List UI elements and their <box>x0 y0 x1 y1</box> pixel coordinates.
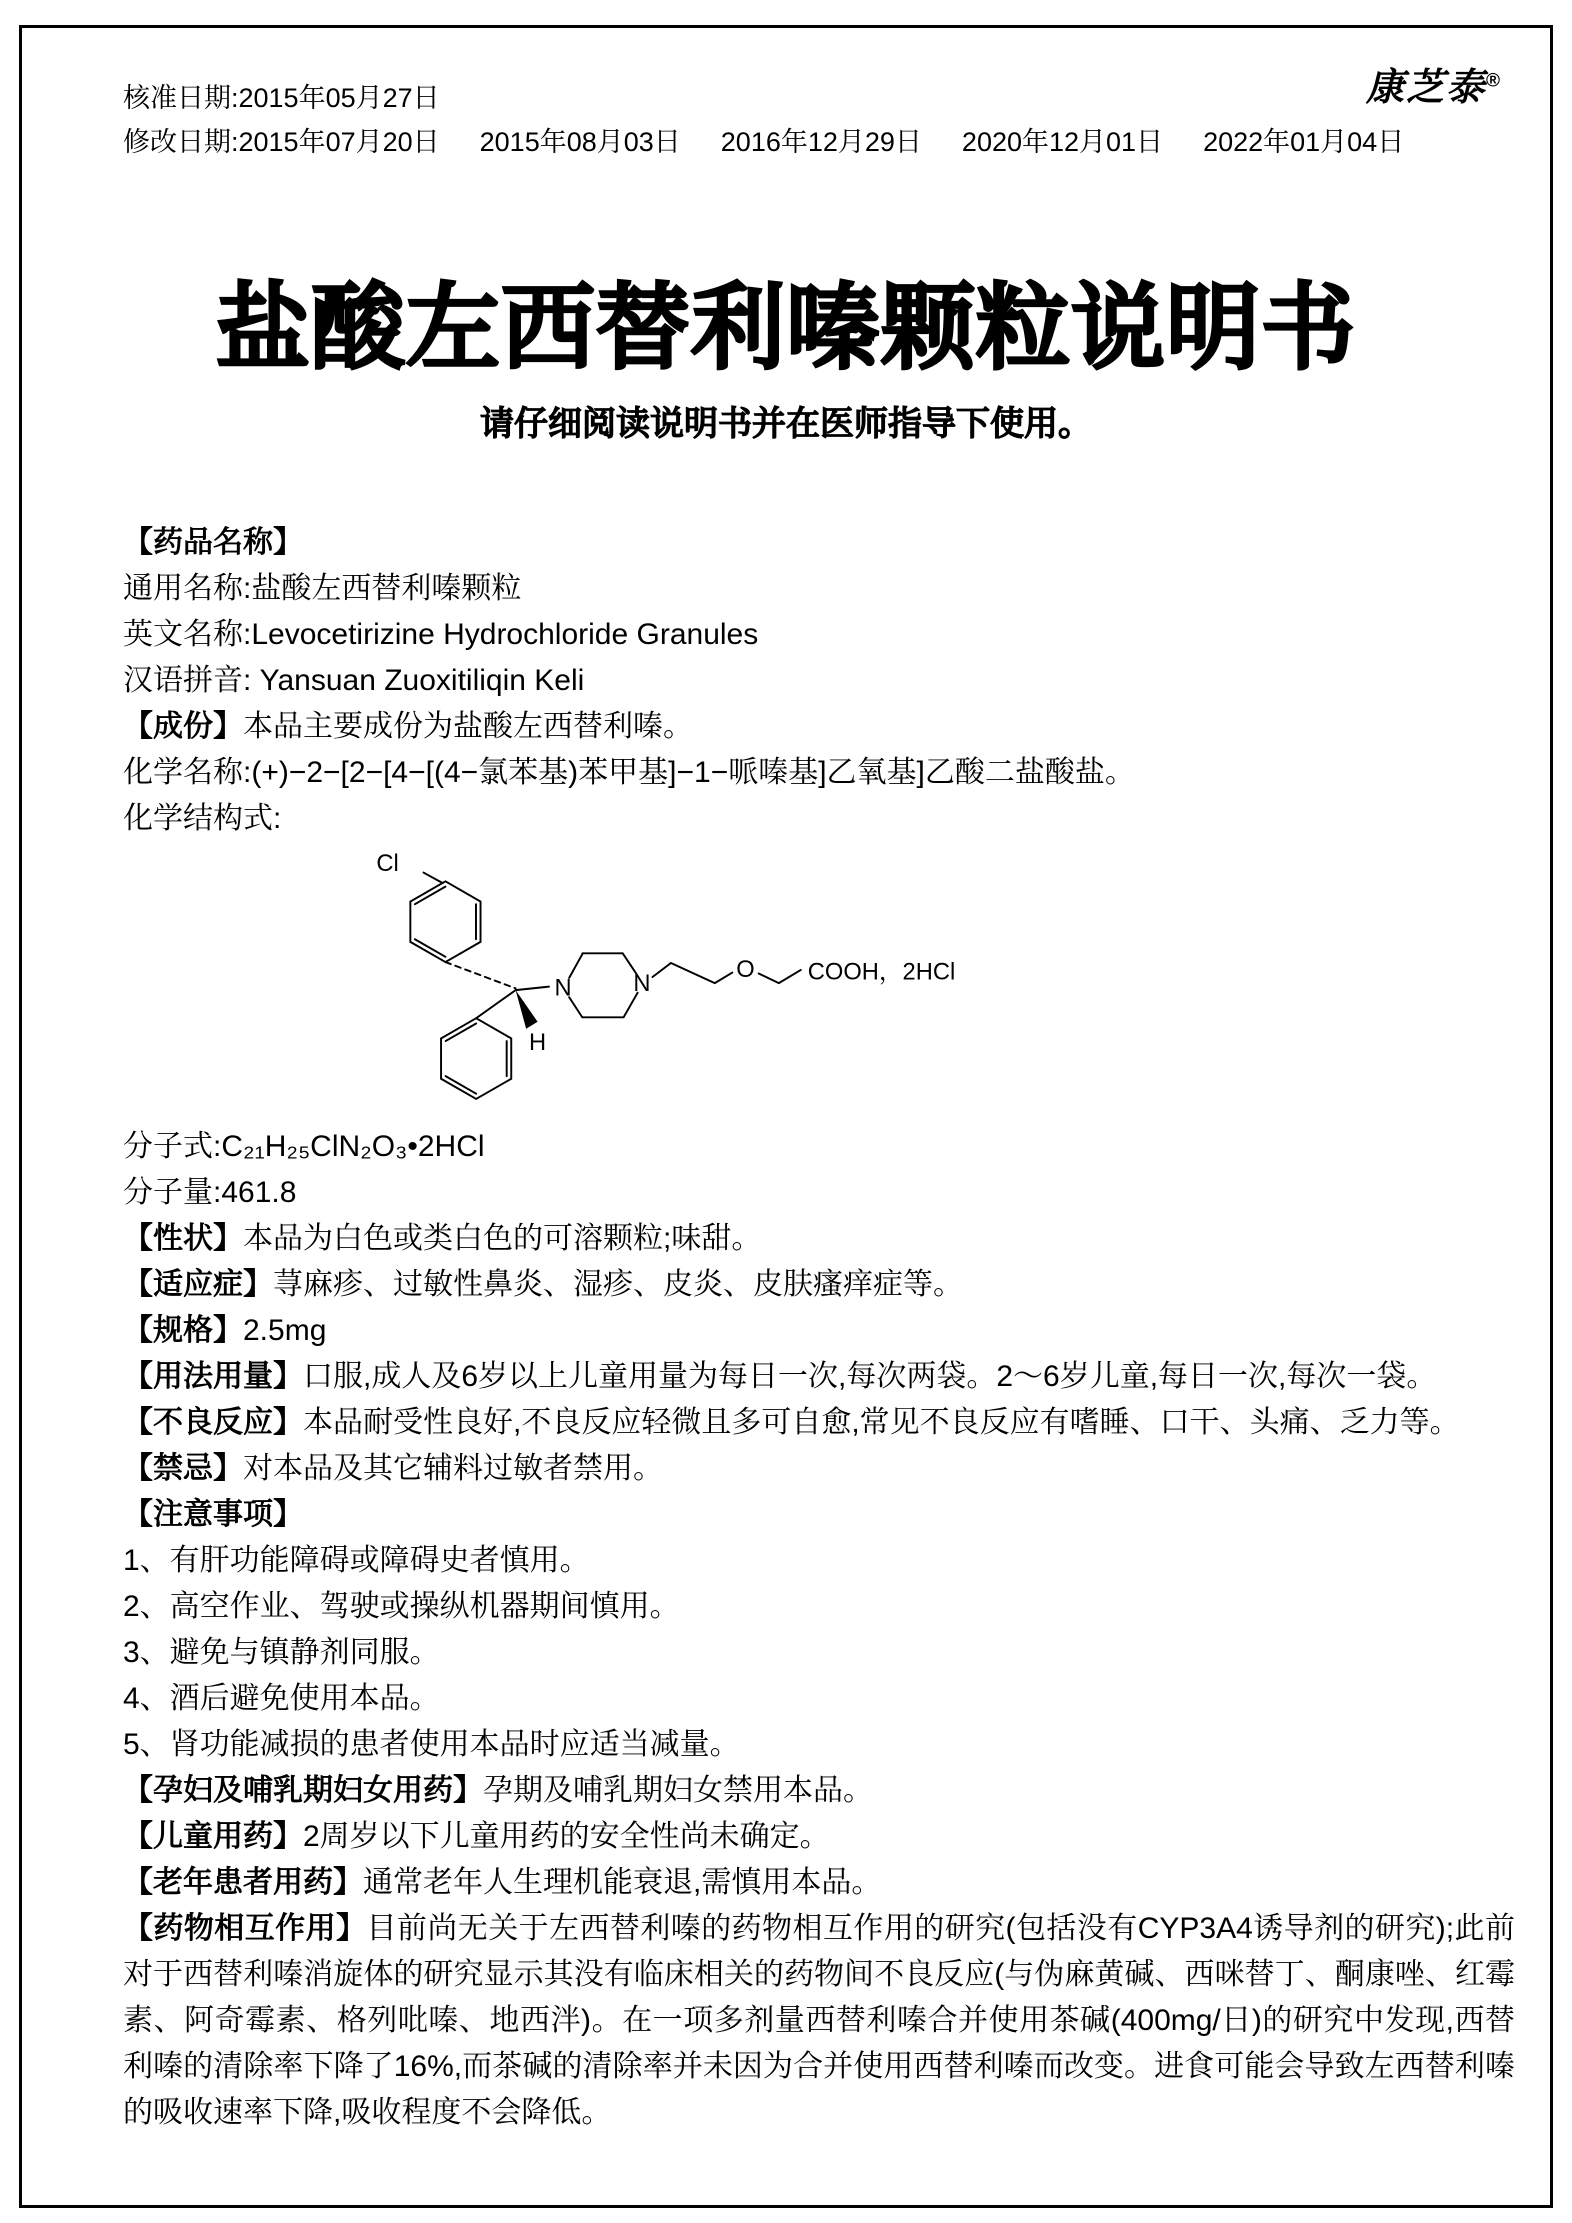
atom-label-n1: N <box>554 975 572 1002</box>
revision-date: 2015年08月03日 <box>479 127 681 157</box>
atom-label-cl: Cl <box>376 850 399 877</box>
section-indications: 【适应症】荨麻疹、过敏性鼻炎、湿疹、皮炎、皮肤瘙痒症等。 <box>123 1268 963 1301</box>
acid-group-label: COOH，2HCl <box>807 959 956 986</box>
section-ingredients: 【成份】本品主要成份为盐酸左西替利嗪。 <box>123 710 693 743</box>
section-description: 【性状】本品为白色或类白色的可溶颗粒;味甜。 <box>123 1222 762 1255</box>
revision-date: 2022年01月04日 <box>1203 127 1405 157</box>
atom-label-h: H <box>529 1029 547 1056</box>
generic-name-line: 通用名称:盐酸左西替利嗪颗粒 <box>123 572 522 605</box>
phenyl-double-bonds <box>446 1023 507 1093</box>
insert-body <box>123 520 1515 2136</box>
section-adverse-reactions: 【不良反应】本品耐受性良好,不良反应轻微且多可自愈,常见不良反应有嗜睡、口干、头痛、乏力等。 <box>123 1406 1460 1439</box>
precaution-item-2: 2、高空作业、驾驶或操纵机器期间慎用。 <box>123 1590 680 1623</box>
chemical-name-line: 化学名称:(+)−2−[2−[4−[(4−氯苯基)苯甲基]−1−哌嗪基]乙氧基]乙酸二盐酸盐。 <box>123 756 1135 789</box>
section-precautions: 【注意事项】 <box>123 1498 303 1531</box>
section-pediatric-use: 【儿童用药】2周岁以下儿童用药的安全性尚未确定。 <box>123 1820 830 1853</box>
phenyl-ring <box>441 1018 511 1099</box>
molecular-weight-line: 分子量:461.8 <box>123 1176 297 1209</box>
section-dosage: 【用法用量】口服,成人及6岁以上儿童用量为每日一次,每次两袋。2～6岁儿童,每日一次,每次一袋。 <box>123 1360 1437 1393</box>
chain-to-acid <box>759 970 801 983</box>
section-pregnancy: 【孕妇及哺乳期妇女用药】孕期及哺乳期妇女禁用本品。 <box>123 1774 873 1807</box>
brand-logo <box>1366 56 1500 111</box>
section-drug-name: 【药品名称】 <box>123 526 303 559</box>
precaution-item-1: 1、有肝功能障碍或障碍史者慎用。 <box>123 1544 590 1577</box>
bond-cl <box>424 873 443 884</box>
bond-to-n1 <box>516 987 549 991</box>
page-title: 盐酸左西替利嗪颗粒说明书 <box>215 275 1356 380</box>
revision-date: 2020年12月01日 <box>961 127 1164 157</box>
section-contraindications: 【禁忌】对本品及其它辅料过敏者禁用。 <box>123 1452 663 1485</box>
chlorophenyl-ring <box>410 881 480 962</box>
approval-date-line: 核准日期:2015年05月27日 <box>123 83 440 113</box>
page-border <box>19 25 1553 2208</box>
atom-label-o: O <box>736 956 755 983</box>
bond-phenyl <box>476 990 515 1018</box>
section-drug-interactions: 【药物相互作用】目前尚无关于左西替利嗪的药物相互作用的研究(包括没有CYP3A4诱导剂的研究);此前对于西替利嗪消旋体的研究显示其没有临床相关的药物间不良反应(与伪麻黄碱、西咪替丁、酮康唑、红霉素、阿奇霉素、格列吡嗪、地西泮)。在一项多剂量西替利嗪合并使用茶碱(400mg/日)的研究中发现,西替利嗪的清除率下降了16%,而茶碱的清除率并未因为合并使用西替利嗪而改变。进食可能会导致左西替利嗪的吸收速率下降,吸收程度不会降低。 <box>123 1912 1515 2129</box>
section-strength: 【规格】2.5mg <box>123 1314 327 1347</box>
wedge-stereo-bond <box>516 990 538 1029</box>
pinyin-name-line: 汉语拼音: Yansuan Zuoxitiliqin Keli <box>123 664 585 697</box>
molecular-formula-line: 分子式:C₂₁H₂₅ClN₂O₃•2HCl <box>123 1130 485 1163</box>
precaution-item-4: 4、酒后避免使用本品。 <box>123 1682 440 1715</box>
atom-label-n2: N <box>633 971 651 998</box>
chain-to-o <box>653 963 733 983</box>
header-dates <box>123 85 1404 156</box>
registered-trademark-icon: ® <box>1486 70 1500 92</box>
piperazine-ring <box>569 953 637 1017</box>
chlorophenyl-double-bonds <box>415 887 476 957</box>
precaution-item-5: 5、肾功能减损的患者使用本品时应适当减量。 <box>123 1728 740 1761</box>
revision-date: 2016年12月29日 <box>720 127 922 157</box>
chemical-structure-drawing <box>333 848 965 1120</box>
revision-label-date: 修改日期:2015年07月20日 <box>123 127 440 157</box>
english-name-line: 英文名称:Levocetirizine Hydrochloride Granules <box>123 618 759 651</box>
dashed-stereo-bond <box>445 962 515 988</box>
page-subtitle: 请仔细阅读说明书并在医师指导下使用。 <box>480 405 1092 443</box>
precaution-item-3: 3、避免与镇静剂同服。 <box>123 1636 440 1669</box>
structure-caption-line: 化学结构式: <box>123 802 282 835</box>
section-geriatric-use: 【老年患者用药】通常老年人生理机能衰退,需慎用本品。 <box>123 1866 882 1899</box>
chemical-structure-figure <box>333 848 1515 1120</box>
brand-name: 康芝泰 <box>1365 67 1486 109</box>
revision-date-line <box>123 129 1404 156</box>
